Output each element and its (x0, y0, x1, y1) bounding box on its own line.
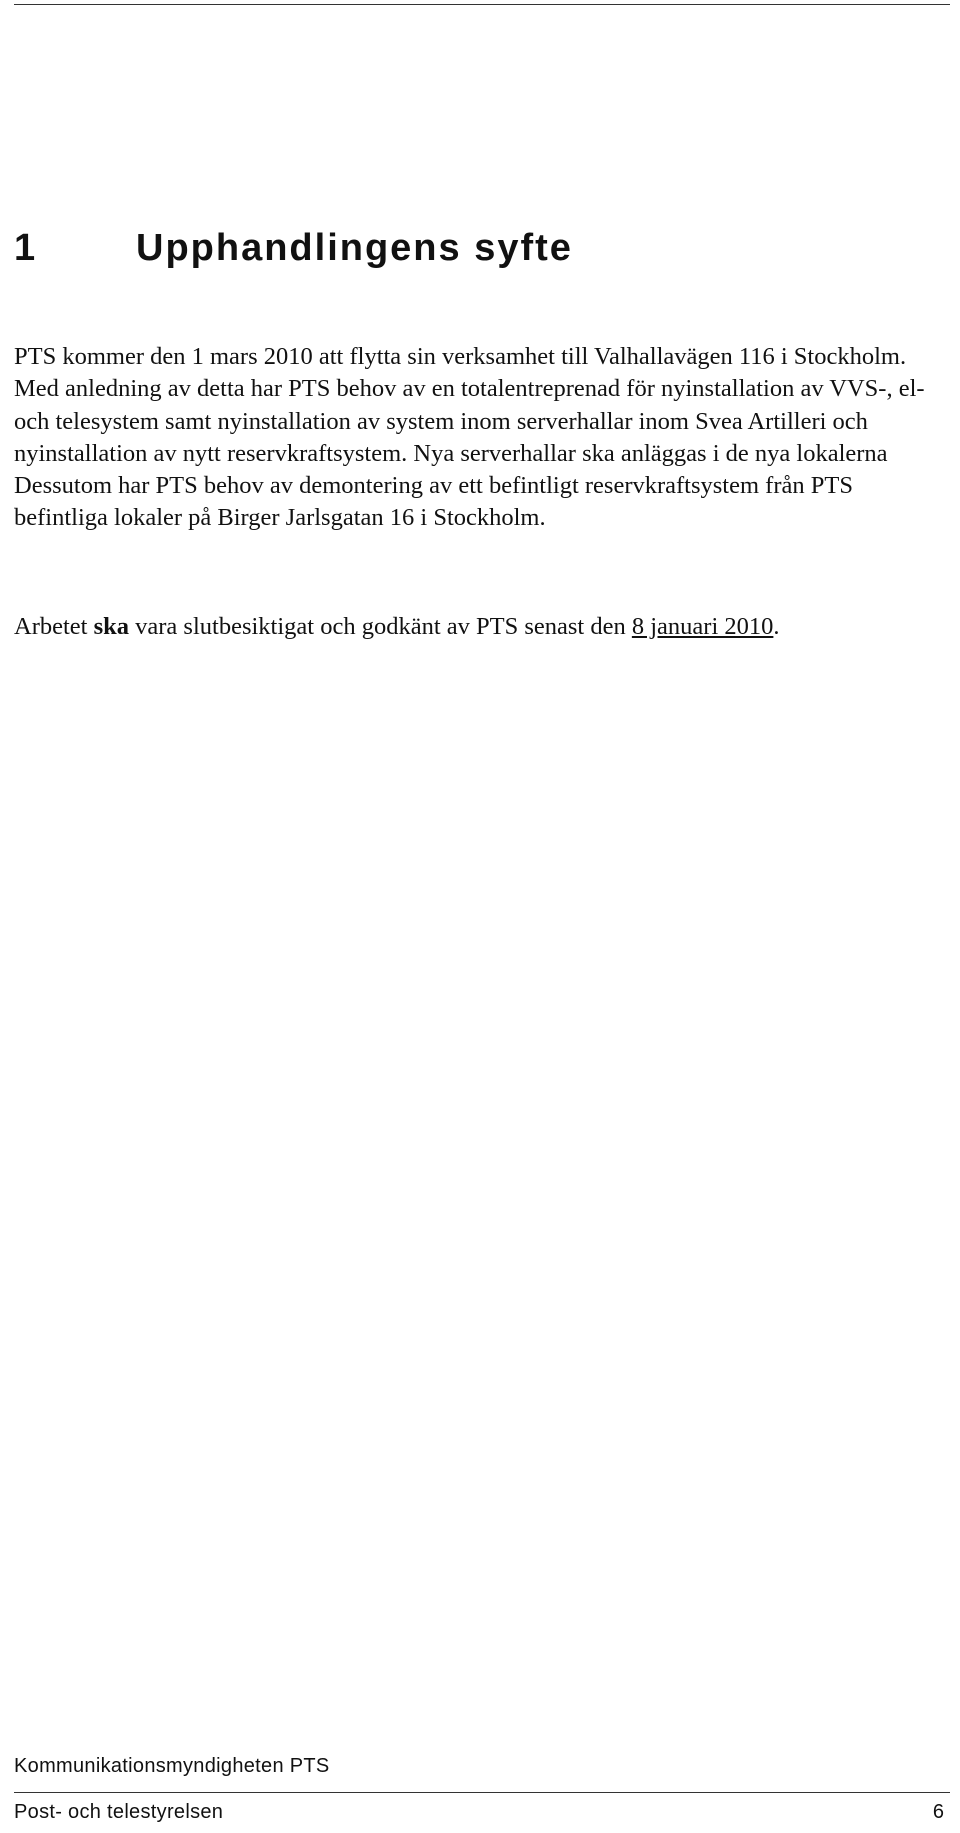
footer-authority: Kommunikationsmyndigheten PTS (14, 1755, 330, 1777)
header-rule (14, 4, 950, 5)
deadline-date: 8 januari 2010 (631, 613, 774, 640)
deadline-text-middle: vara slutbesiktigat och godkänt av PTS senast den (129, 613, 632, 640)
page-number: 6 (932, 1801, 944, 1823)
section-number: 1 (14, 227, 38, 269)
body-paragraph-deadline (14, 611, 944, 643)
section-heading (14, 226, 573, 272)
deadline-text-start: Arbetet (14, 613, 94, 640)
section-title: Upphandlingens syfte (136, 227, 573, 269)
footer-organization: Post- och telestyrelsen (14, 1801, 224, 1823)
footer-rule (14, 1792, 950, 1793)
deadline-keyword: ska (93, 613, 130, 640)
body-paragraph-purpose: PTS kommer den 1 mars 2010 att flytta sin verksamhet till Valhallavägen 116 i Stockholm. Med anledning av detta har PTS behov av en totalentreprenad för nyinstallation av VVS-, el- och telesystem samt nyinstallation av system inom serverhallar inom Svea Artilleri och nyinstallation av nytt reservkraftsystem. Nya serverhallar ska anläggas i de nya lokalerna Dessutom har PTS behov av demontering av ett befintligt reservkraftsystem från PTS befintliga lokaler på Birger Jarlsgatan 16 i Stockholm. (14, 343, 925, 532)
deadline-text-end: . (773, 613, 780, 640)
